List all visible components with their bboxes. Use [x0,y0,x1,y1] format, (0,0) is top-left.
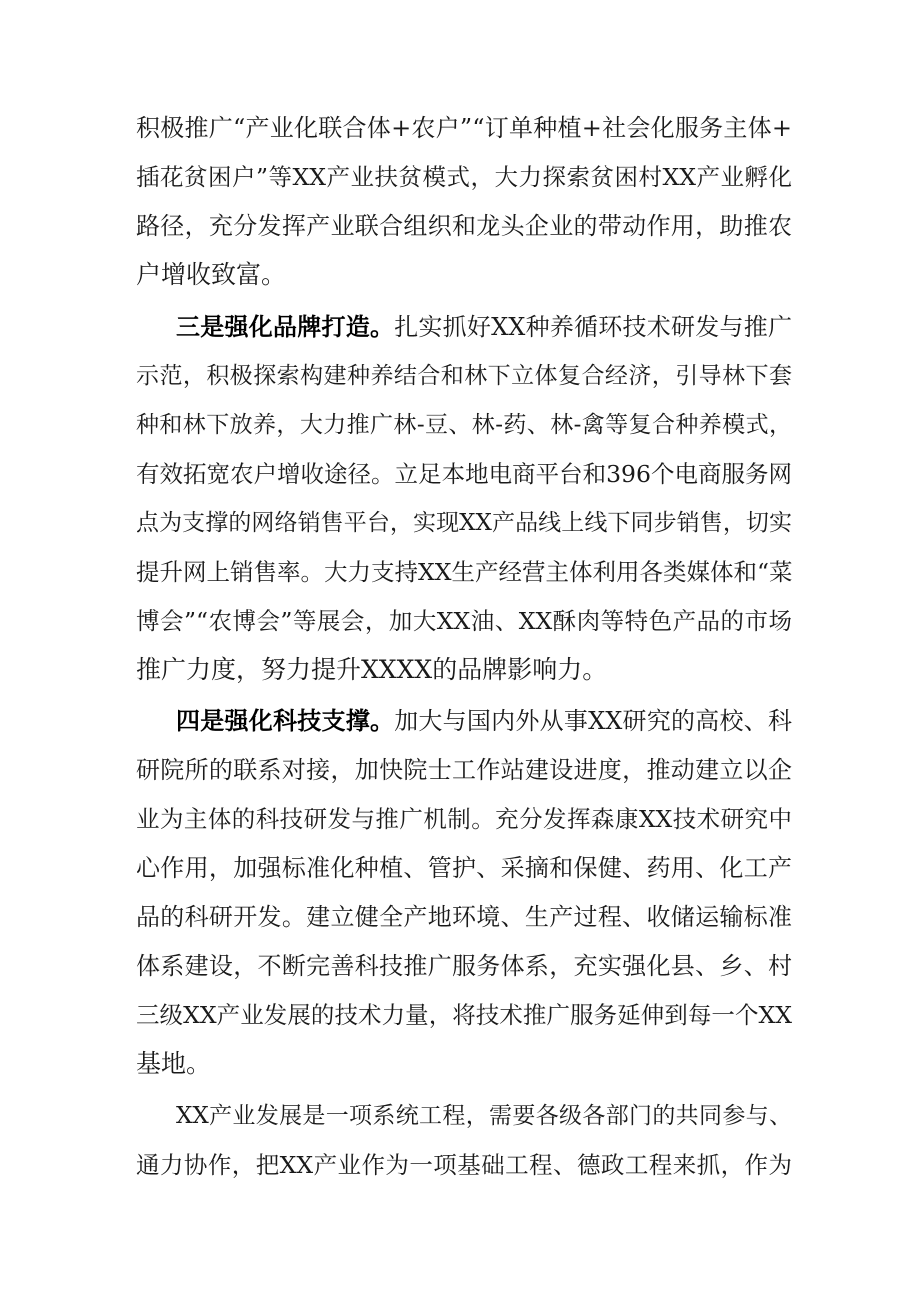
paragraph-3-line-4: 心作用，加强标准化种植、管护、采摘和保健、药用、化工产 [136,854,792,882]
paragraph-3-line-2: 研院所的联系对接，加快院士工作站建设进度，推动建立以企 [136,756,792,784]
paragraph-3-line-3: 业为主体的科技研发与推广机制。充分发挥森康XX技术研究中 [136,805,792,833]
paragraph-2-line-6: 提升网上销售率。大力支持XX生产经营主体利用各类媒体和“菜 [136,558,793,586]
paragraph-1-line-3: 路径，充分发挥产业联合组织和龙头企业的带动作用，助推农 [136,212,792,240]
paragraph-3-line-6: 体系建设，不断完善科技推广服务体系，充实强化县、乡、村 [136,952,792,980]
paragraph-2-line-8: 推广力度，努力提升XXXX的品牌影响力。 [136,655,608,684]
paragraph-2-line-3: 种和林下放养，大力推广林-豆、林-药、林-禽等复合种养模式， [136,412,792,438]
paragraph-2-line-7: 博会”“农博会”等展会，加大XX油、XX酥肉等特色产品的市场 [136,607,792,635]
paragraph-3-line-7: 三级XX产业发展的技术力量，将技术推广服务延伸到每一个XX [136,1001,792,1029]
paragraph-2-line-2: 示范，积极探索构建种养结合和林下立体复合经济，引导林下套 [136,363,792,389]
paragraph-1-line-4: 户增收致富。 [136,260,287,289]
paragraph-1-line-1: 积极推广“产业化联合体+农户”“订单种植+社会化服务主体+ [136,114,792,142]
paragraph-3-line-1 [176,697,792,745]
paragraph-1-line-2: 插花贫困户”等XX产业扶贫模式，大力探索贫困村XX产业孵化 [136,163,792,191]
paragraph-4-line-2: 通力协作，把XX产业作为一项基础工程、德政工程来抓，作为 [136,1151,792,1179]
paragraph-2-line-1 [176,303,792,351]
paragraph-4-line-1: XX产业发展是一项系统工程，需要各级各部门的共同参与、 [176,1103,792,1129]
paragraph-2-line-4: 有效拓宽农户增收途径。立足本地电商平台和396个电商服务网 [136,460,792,488]
paragraph-2-heading: 三是强化品牌打造。 [176,313,395,341]
paragraph-3-line-5: 品的科研开发。建立健全产地环境、生产过程、收储运输标准 [136,903,792,931]
paragraph-3-line-8: 基地。 [136,1049,212,1078]
paragraph-3-line-1-text: 加大与国内外从事XX研究的高校、科 [394,707,793,735]
paragraph-2-line-1-text: 扎实抓好XX种养循环技术研发与推广 [394,313,793,341]
paragraph-2-line-5: 点为支撑的网络销售平台，实现XX产品线上线下同步销售，切实 [136,510,792,536]
paragraph-3-heading: 四是强化科技支撑。 [176,707,395,735]
